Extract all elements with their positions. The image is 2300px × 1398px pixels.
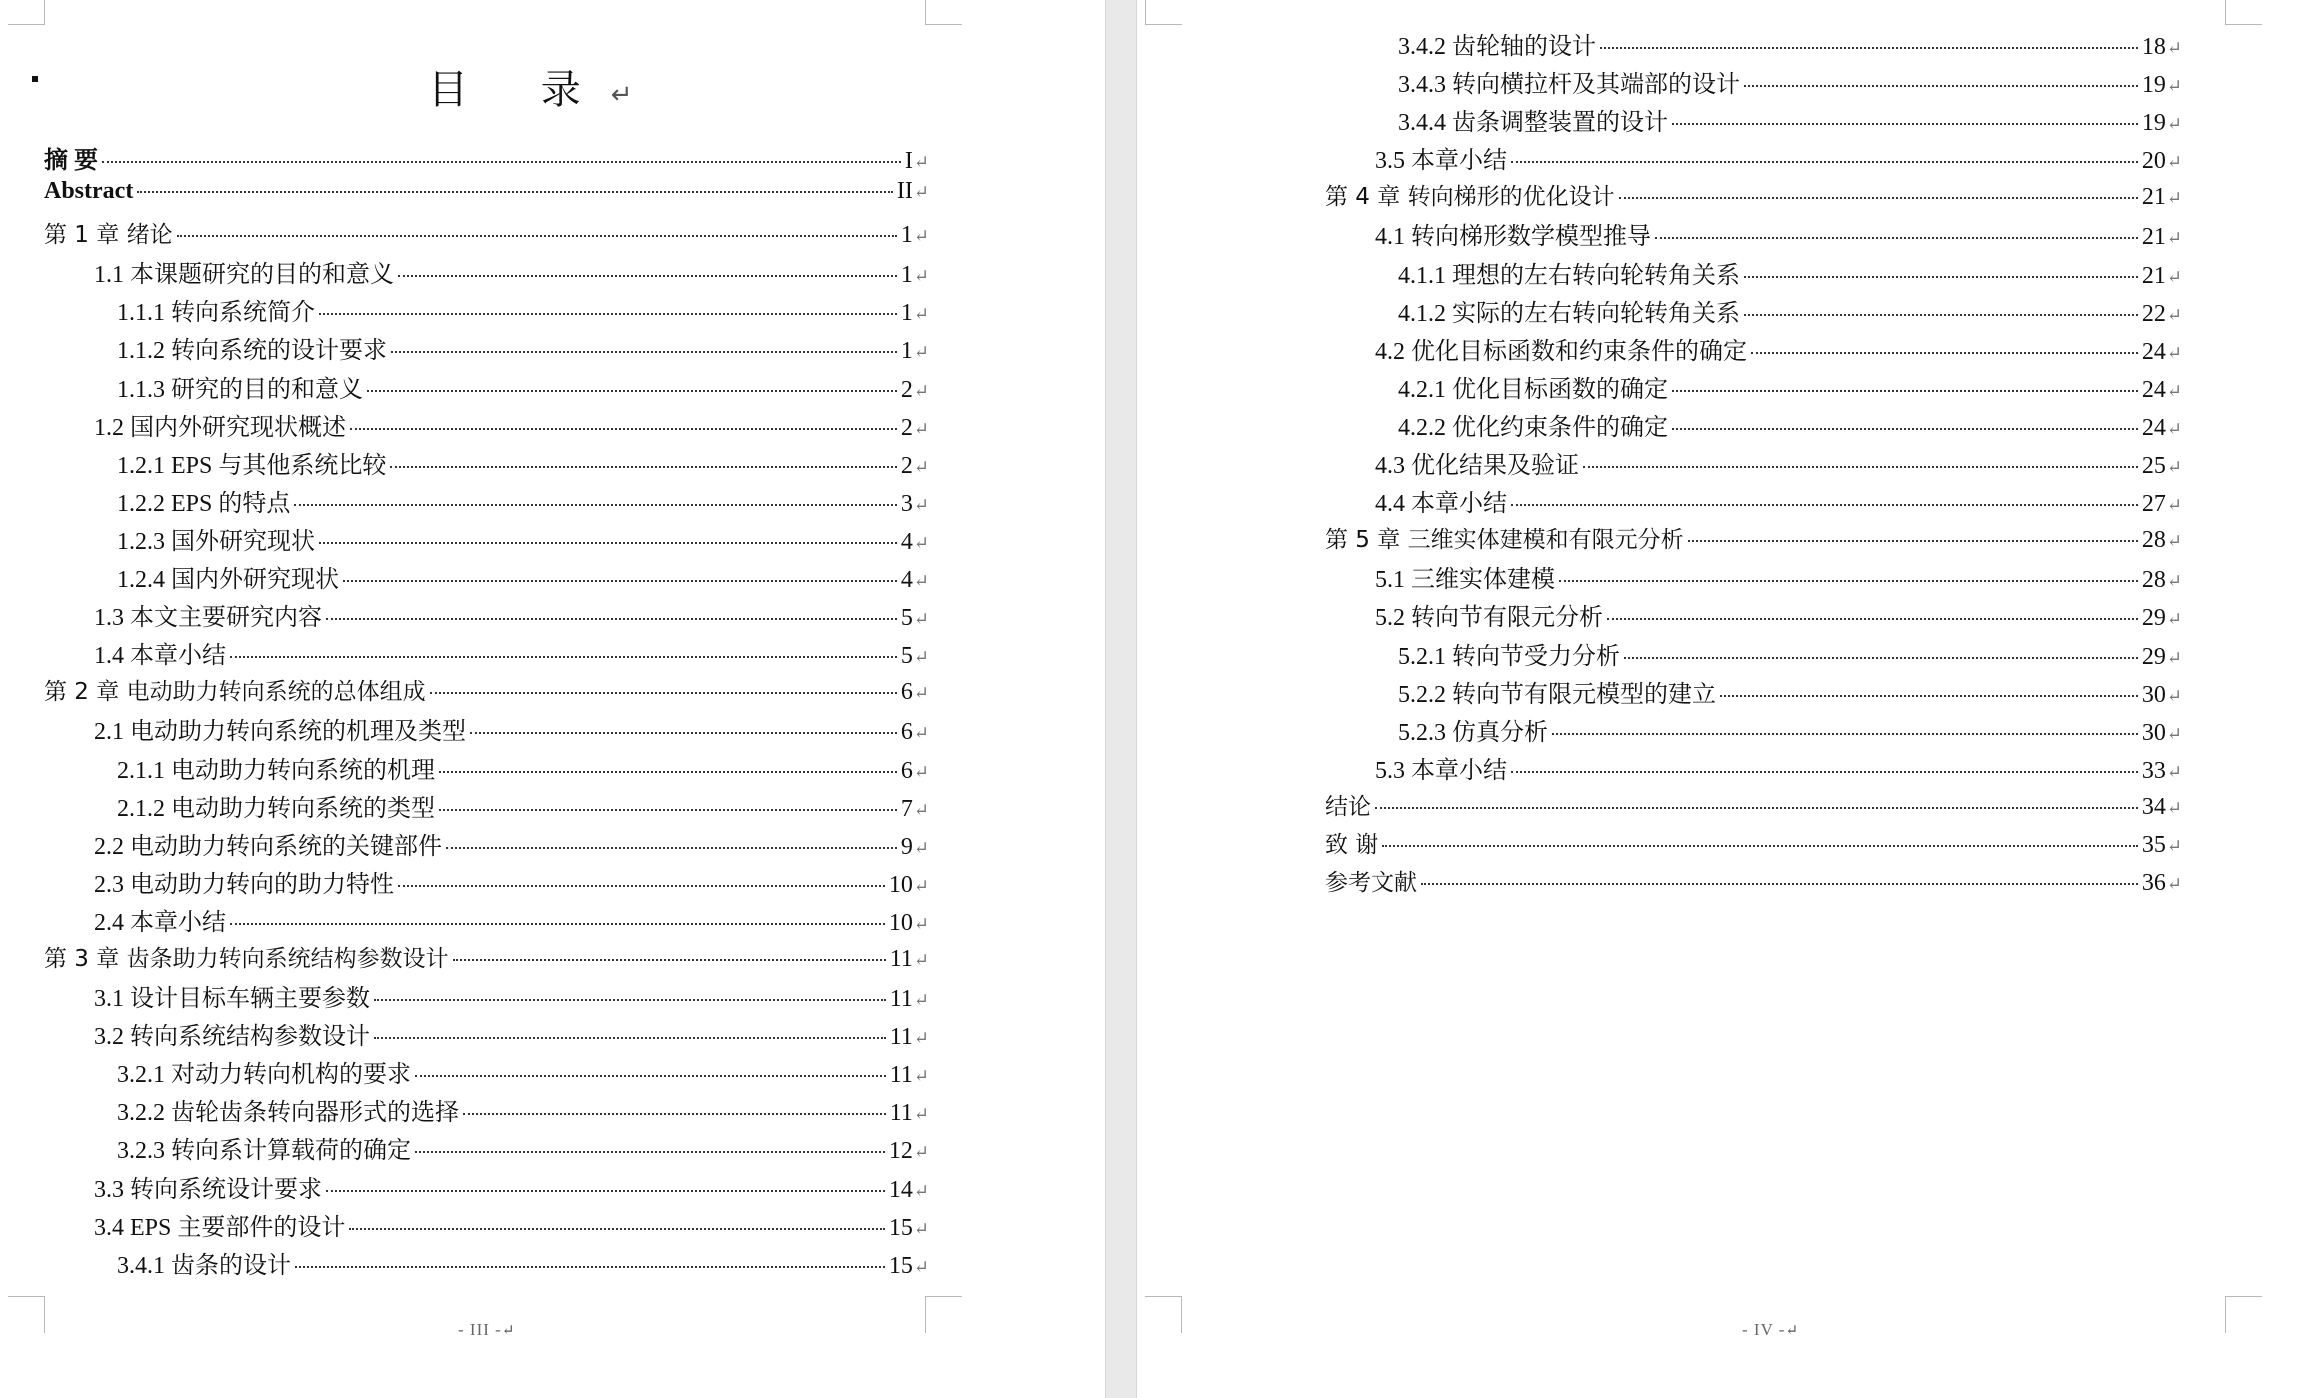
toc-entry-page: 12 ↵ — [889, 1138, 929, 1165]
toc-entry-page: 30 ↵ — [2142, 720, 2182, 747]
toc-leader-dots — [1583, 466, 2138, 468]
toc-entry-label: 4.3 优化结果及验证 — [1375, 453, 1579, 480]
toc-entry[interactable] — [1325, 864, 2182, 902]
toc-leader-dots — [470, 732, 897, 734]
toc-entry-page: 25 ↵ — [2142, 453, 2182, 480]
toc-entry-page: II ↵ — [897, 178, 929, 205]
toc-entry[interactable] — [1325, 26, 2182, 64]
toc-entry-page: 15 ↵ — [889, 1253, 929, 1280]
toc-entry-page: 21 ↵ — [2142, 184, 2182, 211]
toc-entry-label: 3.4.1 齿条的设计 — [117, 1252, 291, 1279]
toc-leader-dots — [1552, 733, 2138, 735]
toc-entry-label: 1.1.1 转向系统简介 — [117, 300, 315, 327]
toc-entry[interactable] — [1325, 293, 2182, 331]
toc-leader-dots — [1511, 504, 2138, 506]
toc-entry-label: 3.4.2 齿轮轴的设计 — [1398, 34, 1596, 60]
toc-entry-page: 11 ↵ — [890, 1062, 929, 1089]
toc-leader-dots — [1559, 580, 2138, 582]
toc-entry-label: 参考文献 — [1325, 870, 1417, 897]
toc-entry[interactable] — [44, 292, 929, 330]
toc-entry[interactable] — [44, 1054, 929, 1092]
toc-entry[interactable] — [44, 864, 929, 902]
toc-entry-page: 10 ↵ — [889, 872, 929, 899]
toc-entry-label: 1.2.1 EPS 与其他系统比较 — [117, 452, 387, 479]
toc-entry[interactable] — [44, 1245, 929, 1283]
toc-leader-dots — [415, 1151, 885, 1153]
toc-entry[interactable] — [44, 1130, 929, 1168]
toc-leader-dots — [326, 1190, 885, 1192]
toc-entry-page: 4 ↵ — [901, 567, 929, 594]
toc-entry-label: 4.1.2 实际的左右转向轮转角关系 — [1398, 300, 1740, 327]
toc-leader-dots — [1421, 883, 2138, 885]
toc-leader-dots — [1751, 352, 2138, 354]
toc-entry[interactable] — [1325, 712, 2182, 750]
crop-mark — [8, 1296, 45, 1333]
toc-entry[interactable] — [44, 1092, 929, 1130]
toc-entry-page: 36 ↵ — [2142, 870, 2182, 897]
toc-entry-label: 3.2.2 齿轮齿条转向器形式的选择 — [117, 1100, 459, 1127]
toc-leader-dots — [446, 847, 897, 849]
toc-entry-label: 3.4.4 齿条调整装置的设计 — [1398, 110, 1668, 137]
toc-entry[interactable] — [44, 902, 929, 940]
toc-entry-page: 14 ↵ — [889, 1177, 929, 1204]
toc-leader-dots — [1744, 314, 2138, 316]
toc-entry-label: 结论 — [1325, 793, 1371, 820]
toc-entry-page: 1 ↵ — [901, 338, 929, 365]
toc-entry-label: 1.2 国内外研究现状概述 — [94, 414, 346, 441]
toc-entry[interactable] — [1325, 407, 2182, 445]
toc-leader-dots — [1744, 276, 2138, 278]
toc-entry[interactable] — [44, 330, 929, 368]
toc-entry-label: 4.2.1 优化目标函数的确定 — [1398, 376, 1668, 403]
toc-entry[interactable] — [1325, 750, 2182, 788]
crop-mark — [2225, 0, 2262, 25]
toc-entry-page: 5 ↵ — [901, 605, 929, 632]
toc-entry-label: 1.1 本课题研究的目的和意义 — [94, 262, 394, 289]
left-page — [0, 0, 1105, 1398]
toc-entry-label: 2.4 本章小结 — [94, 909, 226, 936]
toc-entry-label: 2.1 电动助力转向系统的机理及类型 — [94, 719, 466, 746]
toc-entry-label: 4.1 转向梯形数学模型推导 — [1375, 224, 1651, 251]
toc-entry-label: 3.2 转向系统结构参数设计 — [94, 1024, 370, 1051]
toc-leader-dots — [349, 1228, 885, 1230]
toc-entry-page: 11 ↵ — [890, 946, 929, 973]
toc-entry-page: 28 ↵ — [2142, 567, 2182, 594]
toc-entry-label: 5.2.2 转向节有限元模型的建立 — [1398, 681, 1716, 708]
toc-leader-dots — [1672, 428, 2138, 430]
toc-entry[interactable] — [1325, 788, 2182, 826]
toc-entry-label: 1.1.3 研究的目的和意义 — [117, 376, 363, 403]
toc-leader-dots — [177, 235, 897, 237]
toc-entry[interactable] — [44, 445, 929, 483]
toc-entry[interactable] — [1325, 178, 2182, 216]
toc-leader-dots — [390, 466, 897, 468]
toc-entry-page: I ↵ — [905, 148, 929, 175]
toc-entry[interactable] — [44, 826, 929, 864]
toc-entry[interactable] — [44, 597, 929, 635]
toc-leader-dots — [1688, 540, 2138, 542]
toc-entry-page: 24 ↵ — [2142, 377, 2182, 404]
toc-entry[interactable] — [1325, 102, 2182, 140]
toc-entry-label: 3.5 本章小结 — [1375, 148, 1507, 175]
toc-entry[interactable] — [44, 1169, 929, 1207]
toc-entry[interactable] — [44, 254, 929, 292]
toc-entry-label: 2.1.1 电动助力转向系统的机理 — [117, 757, 435, 784]
toc-leader-dots — [137, 191, 893, 193]
toc-entry-page: 6 ↵ — [901, 679, 929, 706]
toc-leader-dots — [453, 959, 886, 961]
toc-entry[interactable] — [1325, 597, 2182, 635]
toc-entry[interactable] — [1325, 445, 2182, 483]
toc-leader-dots — [319, 542, 897, 544]
toc-leader-dots — [398, 885, 885, 887]
toc-entry-page: 22 ↵ — [2142, 301, 2182, 328]
toc-entry-label: 5.2 转向节有限元分析 — [1375, 605, 1603, 632]
toc-entry[interactable] — [44, 940, 929, 978]
toc-entry-page: 10 ↵ — [889, 910, 929, 937]
toc-entry[interactable] — [44, 1207, 929, 1245]
toc-leader-dots — [430, 692, 897, 694]
toc-list — [44, 140, 929, 1283]
toc-leader-dots — [439, 809, 897, 811]
toc-entry[interactable] — [44, 711, 929, 749]
toc-entry[interactable] — [1325, 64, 2182, 102]
toc-entry-label: 1.2.4 国内外研究现状 — [117, 567, 339, 594]
toc-entry-label: 2.2 电动助力转向系统的关键部件 — [94, 833, 442, 860]
toc-entry[interactable] — [44, 750, 929, 788]
crop-mark — [2225, 1296, 2262, 1333]
toc-entry-label: 2.1.2 电动助力转向系统的类型 — [117, 795, 435, 822]
toc-entry-page: 24 ↵ — [2142, 415, 2182, 442]
page-footer: - III -↵ — [458, 1320, 515, 1339]
toc-entry-label: 3.1 设计目标车辆主要参数 — [94, 986, 370, 1013]
right-page — [1137, 0, 2300, 1398]
toc-leader-dots — [343, 580, 897, 582]
toc-entry-label: 4.2 优化目标函数和约束条件的确定 — [1375, 338, 1747, 365]
toc-entry-label: 5.1 三维实体建模 — [1375, 567, 1555, 594]
toc-entry[interactable] — [44, 216, 929, 254]
toc-entry-label: 1.4 本章小结 — [94, 643, 226, 670]
toc-entry-label: 4.4 本章小结 — [1375, 491, 1507, 518]
toc-entry-page: 2 ↵ — [901, 415, 929, 442]
toc-leader-dots — [230, 923, 885, 925]
toc-leader-dots — [415, 1075, 886, 1077]
toc-entry-page: 28 ↵ — [2142, 527, 2182, 554]
toc-leader-dots — [1619, 197, 2138, 199]
toc-leader-dots — [398, 275, 897, 277]
toc-entry-page: 3 ↵ — [901, 491, 929, 518]
toc-entry-label: 1.2.3 国外研究现状 — [117, 528, 315, 555]
toc-entry-label: 摘 要 — [44, 148, 98, 174]
toc-entry[interactable] — [1325, 255, 2182, 293]
toc-leader-dots — [326, 618, 897, 620]
toc-entry-page: 4 ↵ — [901, 529, 929, 556]
toc-entry[interactable] — [44, 559, 929, 597]
toc-leader-dots — [1655, 237, 2138, 239]
toc-entry-label: 5.2.1 转向节受力分析 — [1398, 643, 1620, 670]
crop-mark — [925, 0, 962, 25]
toc-entry-page: 33 ↵ — [2142, 758, 2182, 785]
toc-leader-dots — [374, 999, 886, 1001]
toc-leader-dots — [1600, 47, 2138, 49]
toc-entry-page: 15 ↵ — [889, 1215, 929, 1242]
toc-entry-page: 20 ↵ — [2142, 148, 2182, 175]
toc-entry-page: 29 ↵ — [2142, 605, 2182, 632]
toc-entry-page: 21 ↵ — [2142, 263, 2182, 290]
toc-entry[interactable] — [44, 978, 929, 1016]
toc-entry-page: 30 ↵ — [2142, 682, 2182, 709]
crop-mark — [925, 1296, 962, 1333]
toc-leader-dots — [1624, 657, 2138, 659]
toc-title: 目 录↵ — [428, 67, 633, 113]
toc-entry[interactable] — [44, 1016, 929, 1054]
toc-entry[interactable] — [44, 788, 929, 826]
toc-entry-page: 24 ↵ — [2142, 339, 2182, 366]
toc-entry-page: 1 ↵ — [901, 262, 929, 289]
toc-entry-page: 35 ↵ — [2142, 832, 2182, 859]
toc-entry-page: 19 ↵ — [2142, 110, 2182, 137]
toc-entry[interactable] — [44, 407, 929, 445]
toc-entry-label: 1.2.2 EPS 的特点 — [117, 490, 291, 517]
toc-entry-page: 29 ↵ — [2142, 644, 2182, 671]
toc-entry-page: 11 ↵ — [890, 986, 929, 1013]
toc-entry-label: 1.3 本文主要研究内容 — [94, 605, 322, 632]
toc-entry-page: 6 ↵ — [901, 758, 929, 785]
toc-entry[interactable] — [1325, 636, 2182, 674]
toc-entry[interactable] — [44, 635, 929, 673]
toc-entry-page: 7 ↵ — [901, 796, 929, 823]
toc-leader-dots — [1382, 845, 2138, 847]
toc-entry-page: 9 ↵ — [901, 834, 929, 861]
toc-leader-dots — [463, 1113, 886, 1115]
toc-entry-label: 1.1.2 转向系统的设计要求 — [117, 338, 387, 365]
toc-entry[interactable] — [1325, 369, 2182, 407]
paragraph-mark — [32, 76, 38, 82]
toc-entry-label: 3.2.1 对动力转向机构的要求 — [117, 1062, 411, 1089]
page-gutter — [1105, 0, 1137, 1398]
toc-entry-label: 第 5 章 三维实体建模和有限元分析 — [1325, 527, 1684, 554]
toc-entry-label: 3.2.3 转向系计算载荷的确定 — [117, 1138, 411, 1165]
toc-entry[interactable] — [44, 521, 929, 559]
toc-leader-dots — [1375, 807, 2138, 809]
toc-leader-dots — [1720, 695, 2138, 697]
toc-list — [1325, 26, 2182, 902]
toc-entry-page: 11 ↵ — [890, 1024, 929, 1051]
toc-entry[interactable] — [44, 369, 929, 407]
toc-entry[interactable] — [1325, 331, 2182, 369]
toc-leader-dots — [1511, 161, 2138, 163]
crop-mark — [1145, 0, 1182, 25]
toc-entry-label: 5.3 本章小结 — [1375, 757, 1507, 784]
toc-entry-page: 1 ↵ — [901, 300, 929, 327]
toc-entry[interactable] — [1325, 483, 2182, 521]
toc-entry[interactable] — [1325, 216, 2182, 254]
toc-leader-dots — [367, 390, 897, 392]
toc-leader-dots — [230, 656, 897, 658]
toc-entry-label: 第 1 章 绪论 — [44, 222, 173, 249]
toc-entry[interactable] — [1325, 140, 2182, 178]
toc-entry-label: 2.3 电动助力转向的助力特性 — [94, 871, 394, 898]
toc-entry-label: 3.3 转向系统设计要求 — [94, 1176, 322, 1203]
toc-entry-label: 致 谢 — [1325, 831, 1379, 858]
toc-leader-dots — [295, 1266, 885, 1268]
crop-mark — [1145, 1296, 1182, 1333]
toc-entry-label: 5.2.3 仿真分析 — [1398, 719, 1548, 746]
toc-entry-label: 3.4.3 转向横拉杆及其端部的设计 — [1398, 72, 1740, 99]
crop-mark — [8, 0, 45, 25]
toc-entry-page: 2 ↵ — [901, 377, 929, 404]
toc-entry[interactable] — [1325, 521, 2182, 559]
toc-entry-page: 34 ↵ — [2142, 794, 2182, 821]
toc-leader-dots — [1744, 85, 2138, 87]
toc-leader-dots — [102, 161, 901, 163]
toc-entry-label: 第 4 章 转向梯形的优化设计 — [1325, 184, 1615, 211]
toc-leader-dots — [391, 351, 897, 353]
toc-entry-label: 3.4 EPS 主要部件的设计 — [94, 1214, 346, 1241]
toc-entry-page: 18 ↵ — [2142, 34, 2182, 61]
toc-entry-label: Abstract — [44, 178, 134, 205]
toc-entry[interactable] — [44, 178, 929, 216]
toc-entry-page: 2 ↵ — [901, 453, 929, 480]
toc-entry[interactable] — [44, 483, 929, 521]
toc-leader-dots — [1511, 771, 2138, 773]
toc-leader-dots — [439, 771, 897, 773]
toc-leader-dots — [1672, 390, 2138, 392]
toc-entry[interactable] — [1325, 559, 2182, 597]
toc-leader-dots — [1607, 618, 2138, 620]
toc-entry-page: 1 ↵ — [901, 222, 929, 249]
page-footer: - IV -↵ — [1742, 1320, 1799, 1339]
toc-entry-page: 21 ↵ — [2142, 224, 2182, 251]
toc-entry-label: 第 3 章 齿条助力转向系统结构参数设计 — [44, 945, 449, 972]
toc-entry-page: 27 ↵ — [2142, 491, 2182, 518]
toc-leader-dots — [350, 428, 897, 430]
toc-leader-dots — [319, 313, 897, 315]
toc-leader-dots — [1672, 123, 2138, 125]
toc-entry-page: 19 ↵ — [2142, 72, 2182, 99]
toc-entry-page: 5 ↵ — [901, 643, 929, 670]
toc-entry[interactable] — [1325, 674, 2182, 712]
toc-entry-label: 4.1.1 理想的左右转向轮转角关系 — [1398, 262, 1740, 289]
return-mark-icon: ↵ — [610, 80, 633, 110]
toc-leader-dots — [374, 1037, 886, 1039]
toc-entry-label: 4.2.2 优化约束条件的确定 — [1398, 414, 1668, 441]
toc-entry[interactable] — [44, 140, 929, 178]
toc-leader-dots — [294, 504, 897, 506]
toc-entry[interactable] — [44, 673, 929, 711]
toc-entry-label: 第 2 章 电动助力转向系统的总体组成 — [44, 679, 426, 706]
toc-entry-page: 11 ↵ — [890, 1100, 929, 1127]
toc-entry[interactable] — [1325, 826, 2182, 864]
toc-entry-page: 6 ↵ — [901, 719, 929, 746]
